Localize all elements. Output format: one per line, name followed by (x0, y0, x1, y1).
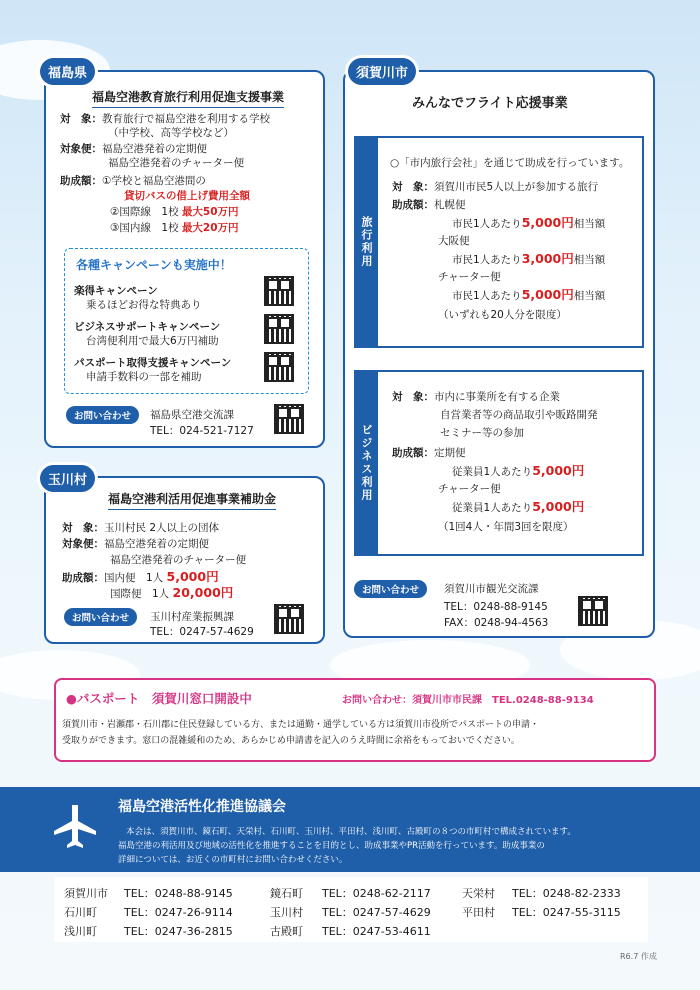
campaign-desc: 乗るほどお得な特典あり (86, 299, 202, 311)
contact-name: 平田村 (462, 906, 495, 919)
label: 対象便： (60, 143, 102, 155)
red-value: 最大50万円 (181, 206, 239, 218)
osaka-label: 大阪便 (438, 235, 470, 247)
qr-code[interactable] (274, 604, 304, 634)
contact-name: 浅川町 (64, 925, 97, 938)
suffix: 相当額 (573, 290, 606, 302)
value: 市内に事業所を有する企業 (434, 391, 560, 403)
tamakawa-badge: 玉川村 (40, 465, 95, 492)
contact-tel: TEL：0247-57-4629 (322, 906, 431, 919)
qr-code[interactable] (264, 314, 294, 344)
contact-tel: TEL：0247-26-9114 (124, 906, 233, 919)
sukagawa-badge: 須賀川市 (348, 58, 416, 85)
biz-regular-line (452, 464, 584, 479)
contact-tel: TEL：0247-53-4611 (322, 925, 431, 938)
contact-org: 須賀川市観光交流課 (444, 583, 539, 595)
value: 国際便 1人 (110, 588, 170, 600)
travel-target (392, 180, 598, 194)
fukushima-amount (60, 174, 206, 188)
contact-name: 天栄村 (462, 887, 495, 900)
value: 市民1人あたり (452, 290, 522, 302)
label: 対 象： (392, 391, 434, 403)
council-band (0, 787, 700, 872)
charter-line (452, 288, 605, 303)
charter-label: チャーター便 (438, 271, 501, 283)
council-desc-3: 詳細については、お近くの市町村にお問い合わせください。 (118, 855, 348, 865)
campaign-title: 各種キャンペーンも実施中！ (76, 258, 232, 272)
biz-tab: ビジネス利用 (354, 370, 378, 556)
suffix: 相当額 (573, 218, 606, 230)
contact-tel: TEL：0248-88-9145 (444, 601, 548, 613)
contact-name: 古殿町 (270, 925, 303, 938)
contact-org: 福島県空港交流課 (150, 409, 234, 421)
label: 助成額： (392, 199, 434, 211)
council-desc-1: 本会は、須賀川市、鏡石町、天栄村、石川町、玉川村、平田村、浅川町、古殿町の８つの市町村で構成されています。 (126, 827, 576, 837)
value: 福島空港発着の定期便 (102, 143, 207, 155)
contact-fax: FAX：0248-94-4563 (444, 617, 549, 629)
value: ①学校と福島空港間の (102, 175, 206, 187)
fukushima-amount-2 (110, 205, 239, 219)
value: 市民1人あたり (452, 218, 522, 230)
council-desc-2: 福島空港の利活用及び地域の活性化を推進することを目的とし、助成事業やPR活動を行っています。助成事業の (118, 841, 545, 851)
red-value: 5,000円 (521, 215, 574, 230)
value: ③国内線 1校 (110, 222, 179, 234)
fukushima-target (60, 112, 270, 126)
contact-name: 玉川村 (270, 906, 303, 919)
value: 従業員1人あたり (452, 466, 533, 478)
value: 市民1人あたり (452, 254, 522, 266)
red-value: 最大20万円 (181, 222, 239, 234)
value: ②国際線 1校 (110, 206, 179, 218)
travel-amount (392, 198, 466, 212)
campaign-desc: 台湾便利用で最大6万円補助 (86, 335, 219, 347)
passport-contact: お問い合わせ：須賀川市市民課 TEL.0248-88-9134 (342, 695, 594, 706)
fukushima-amount-1-red: 貸切バスの借上げ費用全額 (124, 190, 250, 202)
sapporo-line (452, 216, 605, 231)
travel-limit: （いずれも20人分を限度） (438, 309, 567, 321)
biz-amount (392, 446, 466, 460)
fukushima-target-2: （中学校、高等学校など） (108, 127, 234, 139)
value: 玉川村民 2人以上の団体 (104, 522, 220, 534)
fukushima-amount-3 (110, 221, 239, 235)
airplane-icon (52, 803, 98, 849)
red-value: 5,000円 (521, 287, 574, 302)
passport-body-2: 受取りができます。窓口の混雑緩和のため、あらかじめ申請書を記入のうえ時間に余裕をもっておいでください。 (62, 736, 520, 746)
value: 従業員1人あたり (452, 502, 533, 514)
contact-tel: TEL：0247-36-2815 (124, 925, 233, 938)
biz-target (392, 390, 560, 404)
contact-pill: お問い合わせ (64, 608, 137, 626)
label: 対象便： (62, 538, 104, 550)
biz-target-2: 自営業者等の商品取引や販路開発 (440, 409, 598, 421)
sukagawa-title: みんなでフライト応援事業 (412, 96, 568, 111)
qr-code[interactable] (274, 404, 304, 434)
contact-name: 鏡石町 (270, 887, 303, 900)
travel-tab: 旅行利用 (354, 136, 378, 348)
biz-charter-line (452, 500, 584, 515)
qr-code[interactable] (578, 596, 608, 626)
suffix: 相当額 (573, 254, 606, 266)
fukushima-badge: 福島県 (40, 58, 95, 85)
tamakawa-target (62, 521, 219, 535)
contact-name: 須賀川市 (64, 887, 108, 900)
tamakawa-amount-intl (110, 586, 233, 601)
contact-pill: お問い合わせ (66, 406, 139, 424)
biz-limit: （1回4人・年間3回を限度） (438, 521, 574, 533)
travel-note: ○「市内旅行会社」を通じて助成を行っています。 (390, 157, 630, 169)
fukushima-flight-2: 福島空港発着のチャーター便 (108, 157, 245, 169)
tamakawa-flight (62, 537, 209, 551)
label: 対 象： (62, 522, 104, 534)
qr-code[interactable] (264, 352, 294, 382)
red-value: 3,000円 (521, 251, 574, 266)
contact-tel: TEL：0248-62-2117 (322, 887, 431, 900)
fukushima-flight (60, 142, 207, 156)
tamakawa-title: 福島空港利活用促進事業補助金 (108, 490, 276, 510)
label: 助成額： (62, 572, 104, 584)
value: 福島空港発着の定期便 (104, 538, 209, 550)
contact-tel: TEL：0248-82-2333 (512, 887, 621, 900)
fukushima-title: 福島空港教育旅行利用促進支援事業 (92, 88, 284, 108)
value: 教育旅行で福島空港を利用する学校 (102, 113, 270, 125)
passport-body-1: 須賀川市・岩瀬郡・石川郡に住民登録している方、または通勤・通学している方は須賀川市役所でパスポートの申請・ (62, 720, 540, 730)
red-value: 5,000円 (532, 499, 585, 514)
label: 助成額： (60, 175, 102, 187)
tamakawa-amount-dom (62, 570, 219, 585)
red-value: 20,000円 (172, 585, 234, 600)
footer-note: R6.7 作成 (620, 952, 657, 961)
tamakawa-flight-2: 福島空港発着のチャーター便 (110, 554, 247, 566)
label: 対 象： (60, 113, 102, 125)
value: 定期便 (434, 447, 466, 459)
contact-list (54, 877, 648, 942)
value: 国内便 1人 (104, 572, 164, 584)
campaign-name: 楽得キャンペーン (74, 285, 158, 297)
biz-target-3: セミナー等の参加 (440, 427, 524, 439)
campaign-desc: 申請手数料の一部を補助 (86, 371, 202, 383)
value: 須賀川市民5人以上が参加する旅行 (434, 181, 599, 193)
red-value: 5,000円 (532, 463, 585, 478)
osaka-line (452, 252, 605, 267)
council-name: 福島空港活性化推進協議会 (118, 799, 286, 815)
red-value: 5,000円 (166, 569, 219, 584)
qr-code[interactable] (264, 276, 294, 306)
passport-title: ●パスポート 須賀川窓口開設中 (66, 691, 252, 706)
campaign-name: ビジネスサポートキャンペーン (74, 321, 221, 333)
contact-tel: TEL：024-521-7127 (150, 425, 254, 437)
label: 助成額： (392, 447, 434, 459)
contact-tel: TEL：0247-57-4629 (150, 626, 254, 638)
campaign-name: パスポート取得支援キャンペーン (74, 357, 232, 369)
contact-tel: TEL：0247-55-3115 (512, 906, 621, 919)
contact-pill: お問い合わせ (354, 580, 427, 598)
contact-name: 石川町 (64, 906, 97, 919)
contact-org: 玉川村産業振興課 (150, 611, 234, 623)
value: 札幌便 (434, 199, 466, 211)
contact-tel: TEL：0248-88-9145 (124, 887, 233, 900)
biz-charter-label: チャーター便 (438, 483, 501, 495)
label: 対 象： (392, 181, 434, 193)
